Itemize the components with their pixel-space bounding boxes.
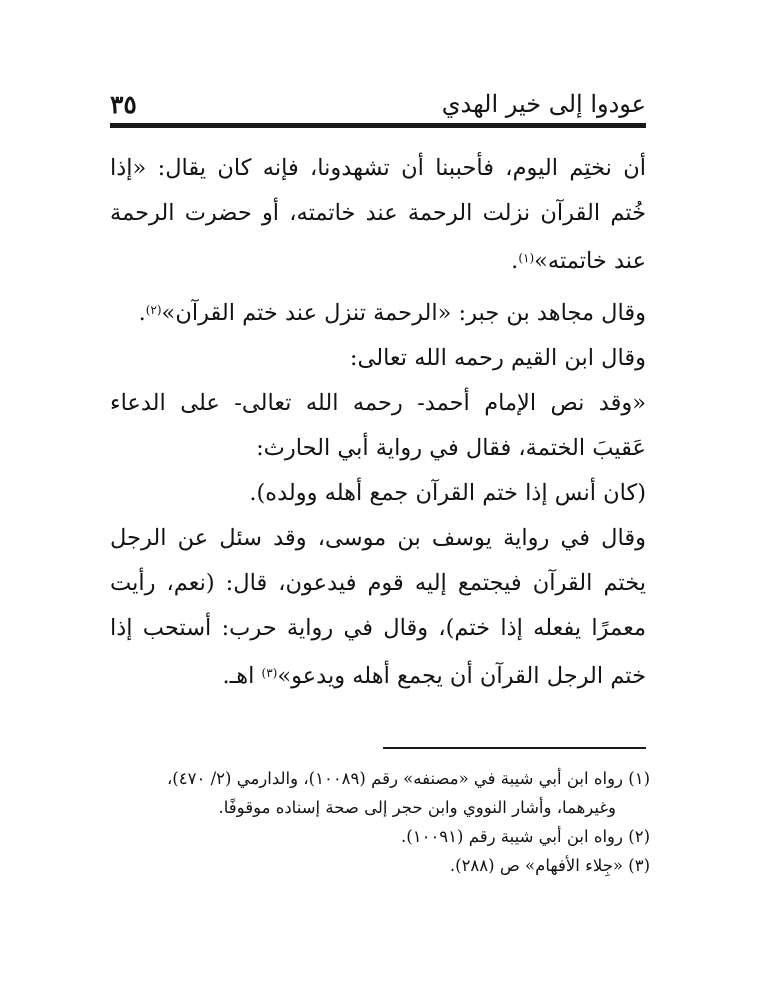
footnote-ref-1[interactable]: (١) [518, 251, 535, 265]
p6-line-2: يختم القرآن فيجتمع إليه قوم فيدعون، قال: (نعم، رأيت [110, 570, 646, 596]
header-rule [110, 123, 646, 128]
p6-end: اهـ. [222, 663, 262, 689]
p6-line-1: وقال في رواية يوسف بن موسى، وقد سئل عن الرجل [110, 525, 646, 551]
page-number: ٣٥ [110, 90, 137, 119]
running-title: عودوا إلى خير الهدي [441, 90, 646, 118]
p4-line-1: «وقد نص الإمام أحمد- رحمه الله تعالى- على الدعاء [110, 390, 646, 416]
p1-end: . [511, 248, 519, 274]
paragraph-1 [110, 146, 646, 284]
footnote-ref-3[interactable]: (٣) [261, 666, 278, 680]
p1-line-1: أن نختِم اليوم، فأحببنا أن تشهدونا، فإنه كان يقال: «إذا خُتم [110, 155, 646, 226]
footnote-1: (١) رواه ابن أبي شيبة في «مصنفه» رقم (١٠٠٨٩)، والدارمي (٢/ ٤٧٠)، [166, 769, 650, 788]
footnote-separator [383, 747, 646, 749]
footnote-ref-2[interactable]: (٢) [145, 303, 162, 317]
p6-line-3: معمرًا يفعله إذا ختم)، وقال في رواية حرب: أستحب إذا [110, 615, 646, 641]
footnote-2: (٢) رواه ابن أبي شيبة رقم (١٠٠٩١). [401, 827, 650, 846]
p3-text: وقال ابن القيم رحمه الله تعالى: [349, 345, 646, 371]
paragraph-2 [110, 288, 646, 336]
p4-line-2: عَقيبَ الختمة، فقال في رواية أبي الحارث: [256, 435, 646, 461]
footnotes [110, 764, 650, 880]
running-header [110, 88, 646, 122]
paragraph-3 [110, 336, 646, 381]
p1-line-3: خاتمته» [534, 248, 607, 274]
paragraph-6 [110, 516, 646, 699]
footnote-3: (٣) «جِلاء الأفهام» ص (٢٨٨). [449, 856, 650, 875]
footnote-1-continuation: وغيرهما، وأشار النووي وابن حجر إلى صحة إسناده موقوفًا. [218, 798, 616, 817]
p1-line-2: القرآن نزلت الرحمة عند خاتمته، أو حضرت الرحمة عند [110, 200, 646, 274]
p6-line-4: ختم الرجل القرآن أن يجمع أهله ويدعو» [277, 663, 646, 689]
paragraph-4 [110, 381, 646, 471]
p5-text: (كان أنس إذا ختم القرآن جمع أهله وولده). [249, 480, 646, 506]
main-text [110, 146, 646, 699]
p2-end: . [138, 300, 146, 326]
p2-text: وقال مجاهد بن جبر: «الرحمة تنزل عند ختم القرآن» [161, 300, 646, 326]
paragraph-5 [110, 471, 646, 516]
